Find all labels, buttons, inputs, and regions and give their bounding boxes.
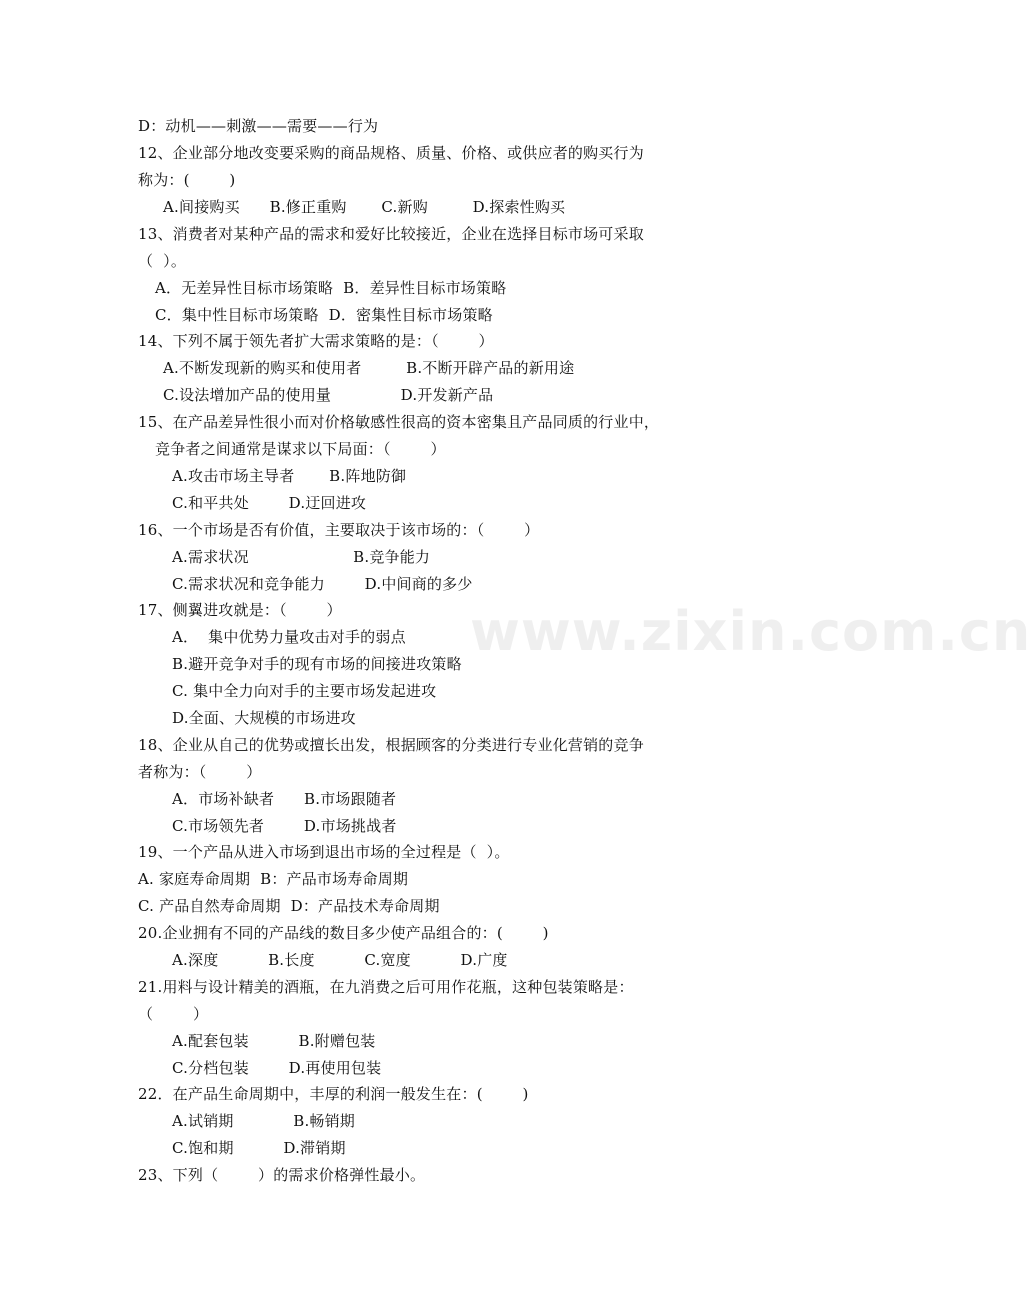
text-line: D：动机——刺激——需要——行为 (138, 117, 379, 135)
question-16-stem: 16、一个市场是否有价值，主要取决于该市场的：（ ） (138, 521, 540, 539)
question-19-options-2: C. 产品自然寿命周期 D：产品技术寿命周期 (138, 897, 440, 915)
question-18-options-2: C.市场领先者 D.市场挑战者 (172, 817, 397, 835)
question-15-stem: 15、在产品差异性很小而对价格敏感性很高的资本密集且产品同质的行业中， (138, 413, 660, 431)
question-18-options-1: A．市场补缺者 B.市场跟随者 (172, 790, 397, 808)
question-20-options: A.深度 B.长度 C.宽度 D.广度 (172, 951, 508, 969)
question-17-option-b: B.避开竞争对手的现有市场的间接进攻策略 (172, 655, 462, 673)
question-21-options-1: A.配套包装 B.附赠包装 (172, 1032, 376, 1050)
question-12-stem-cont: 称为：( ) (138, 171, 236, 189)
question-19-options-1: A. 家庭寿命周期 B：产品市场寿命周期 (138, 870, 409, 888)
question-19-stem: 19、一个产品从进入市场到退出市场的全过程是（ ）。 (138, 843, 510, 861)
question-12-options: A.间接购买 B.修正重购 C.新购 D.探索性购买 (163, 198, 566, 216)
question-15-stem-cont: 竞争者之间通常是谋求以下局面：（ ） (155, 440, 446, 458)
question-16-options-1: A.需求状况 B.竞争能力 (172, 548, 431, 566)
question-21-stem-cont: （ ） (138, 1005, 209, 1023)
question-13-stem-cont: （ ）。 (138, 252, 187, 270)
question-22-options-1: A.试销期 B.畅销期 (172, 1112, 356, 1130)
question-18-stem-cont: 者称为：（ ） (138, 763, 262, 781)
question-17-stem: 17、侧翼进攻就是：（ ） (138, 601, 342, 619)
question-16-options-2: C.需求状况和竞争能力 D.中间商的多少 (172, 575, 473, 593)
question-13-options-1: A．无差异性目标市场策略 B．差异性目标市场策略 (155, 279, 507, 297)
question-22-options-2: C.饱和期 D.滞销期 (172, 1139, 346, 1157)
question-12-stem: 12、企业部分地改变要采购的商品规格、质量、价格、或供应者的购买行为 (138, 144, 644, 162)
question-13-stem: 13、消费者对某种产品的需求和爱好比较接近，企业在选择目标市场可采取 (138, 225, 644, 243)
watermark: www.zixin.com.cn (470, 600, 1031, 663)
question-17-option-a: A． 集中优势力量攻击对手的弱点 (172, 628, 406, 646)
question-15-options-2: C.和平共处 D.迂回进攻 (172, 494, 367, 512)
question-23-stem: 23、下列（ ）的需求价格弹性最小。 (138, 1166, 426, 1184)
question-18-stem: 18、企业从自己的优势或擅长出发，根据顾客的分类进行专业化营销的竞争 (138, 736, 644, 754)
question-13-options-2: C．集中性目标市场策略 D．密集性目标市场策略 (155, 306, 493, 324)
question-20-stem: 20.企业拥有不同的产品线的数目多少使产品组合的：( ) (138, 924, 549, 942)
question-14-options-1: A.不断发现新的购买和使用者 B.不断开辟产品的新用途 (163, 359, 575, 377)
question-21-options-2: C.分档包装 D.再使用包装 (172, 1059, 382, 1077)
question-15-options-1: A.攻击市场主导者 B.阵地防御 (172, 467, 407, 485)
question-21-stem: 21.用料与设计精美的酒瓶，在九消费之后可用作花瓶，这种包装策略是： (138, 978, 634, 996)
question-14-options-2: C.设法增加产品的使用量 D.开发新产品 (163, 386, 494, 404)
question-14-stem: 14、下列不属于领先者扩大需求策略的是：（ ） (138, 332, 494, 350)
question-17-option-c: C. 集中全力向对手的主要市场发起进攻 (172, 682, 437, 700)
question-17-option-d: D.全面、大规模的市场进攻 (172, 709, 356, 727)
question-22-stem: 22．在产品生命周期中，丰厚的利润一般发生在：( ) (138, 1085, 529, 1103)
